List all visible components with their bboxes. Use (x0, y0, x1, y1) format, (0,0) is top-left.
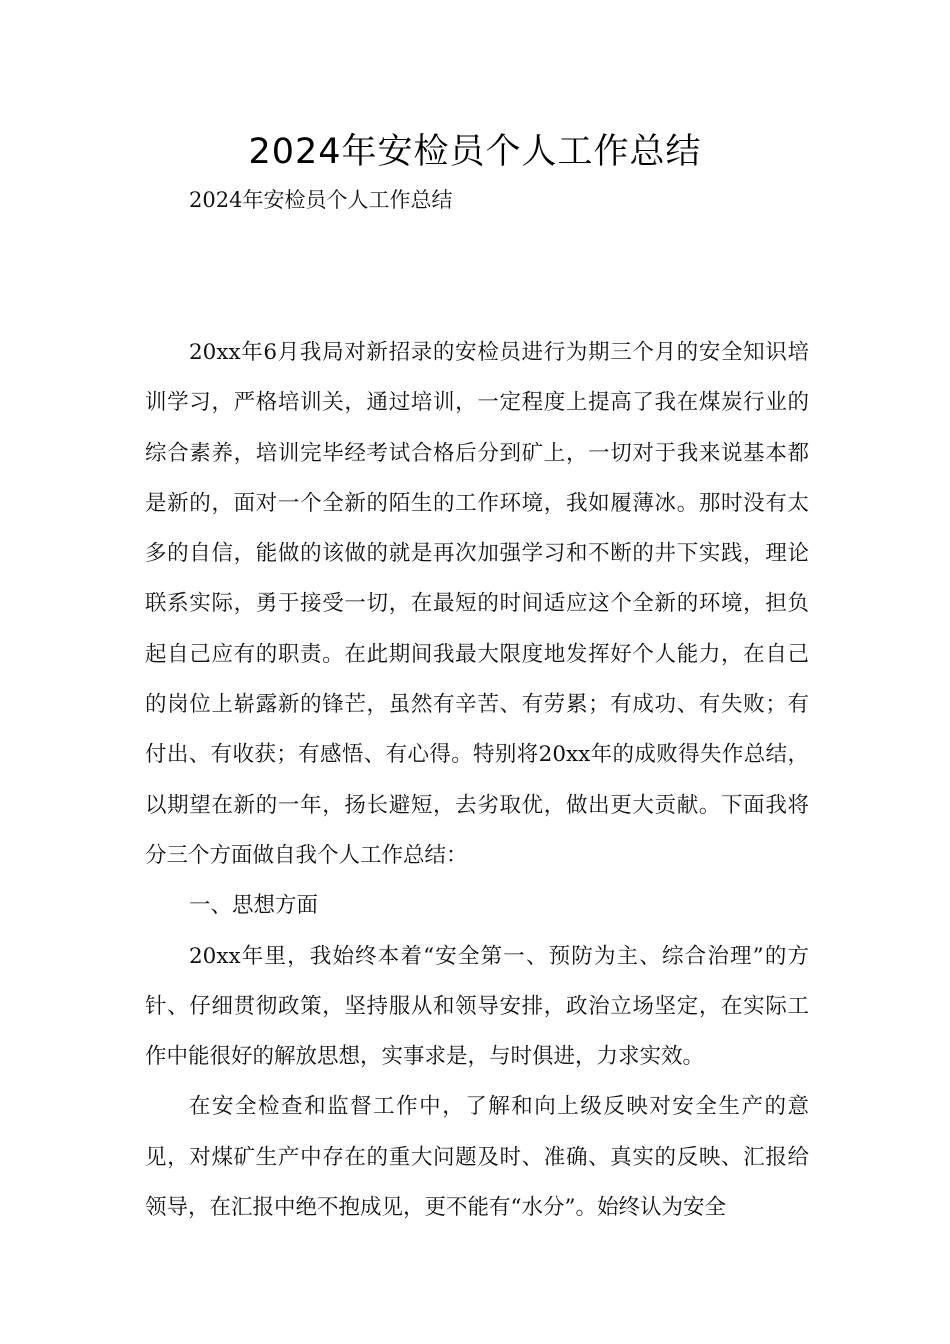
paragraph-inspection: 在安全检查和监督工作中，了解和向上级反映对安全生产的意见，对煤矿生产中存在的重大问题及时、准确、真实的反映、汇报给领导，在汇报中绝不抱成见，更不能有“水分”。始终认为安全 (145, 1094, 809, 1221)
paragraph-ideology: 20xx年里，我始终本着“安全第一、预防为主、综合治理”的方针、仔细贯彻政策，坚持服从和领导安排，政治立场坚定，在实际工作中能很好的解放思想，实事求是，与时俱进，力求实效。 (145, 943, 809, 1070)
document-title: 2024年安检员个人工作总结 (248, 132, 702, 172)
document-subtitle: 2024年安检员个人工作总结 (189, 188, 453, 212)
document-body (145, 328, 809, 1233)
paragraph-intro: 20xx年6月我局对新招录的安检员进行为期三个月的安全知识培训学习，严格培训关，通过培训，一定程度上提高了我在煤炭行业的综合素养，培训完毕经考试合格后分到矿上，一切对于我来说基本都是新的，面对一个全新的陌生的工作环境，我如履薄冰。那时没有太多的自信，能做的该做的就是再次加强学习和不断的井下实践，理论联系实际，勇于接受一切，在最短的时间适应这个全新的环境，担负起自己应有的职责。在此期间我最大限度地发挥好个人能力，在自己的岗位上崭露新的锋芒，虽然有辛苦、有劳累；有成功、有失败；有付出、有收获；有感悟、有心得。特别将20xx年的成败得失作总结，以期望在新的一年，扬长避短，去劣取优，做出更大贡献。下面我将分三个方面做自我个人工作总结： (145, 340, 809, 868)
section-heading-ideology: 一、思想方面 (189, 893, 319, 919)
